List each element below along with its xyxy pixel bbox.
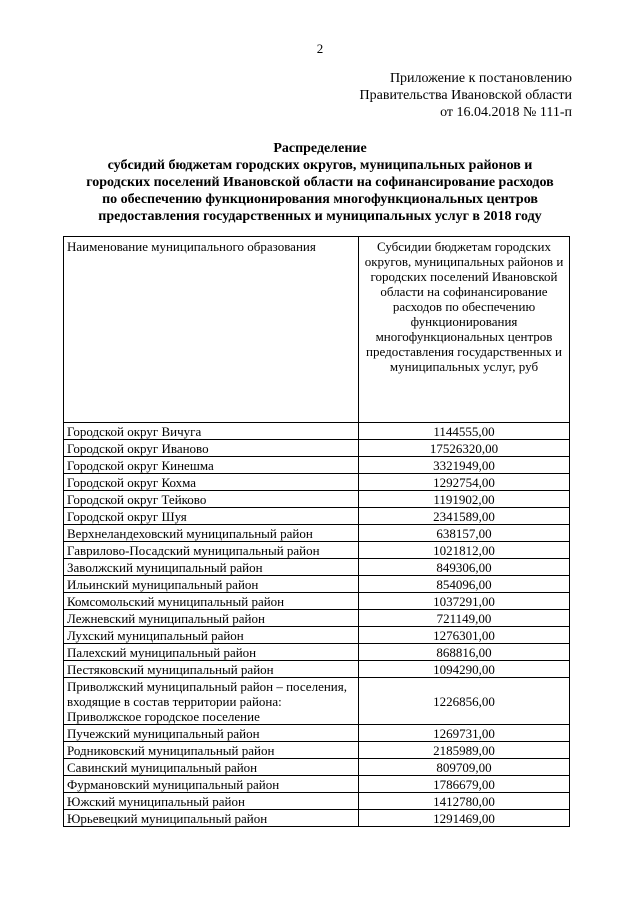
- table-row: [64, 474, 570, 491]
- municipality-name: Ильинский муниципальный район: [64, 576, 359, 593]
- municipality-name: Городской округ Кохма: [64, 474, 359, 491]
- municipality-name: Пестяковский муниципальный район: [64, 661, 359, 678]
- table-row: [64, 610, 570, 627]
- municipality-name: Пучежский муниципальный район: [64, 725, 359, 742]
- municipality-name: Городской округ Иваново: [64, 440, 359, 457]
- page-number: 2: [316, 41, 324, 56]
- table-row: [64, 593, 570, 610]
- table-body: [64, 423, 570, 827]
- subsidy-amount: 1094290,00: [359, 661, 570, 678]
- subsidy-amount: 1786679,00: [359, 776, 570, 793]
- table-row: [64, 810, 570, 827]
- municipality-name: Южский муниципальный район: [64, 793, 359, 810]
- subsidy-amount: 1292754,00: [359, 474, 570, 491]
- table-row: [64, 559, 570, 576]
- table-row: [64, 525, 570, 542]
- title-line-3: городских поселений Ивановской области на софинансирование расходов: [86, 175, 554, 190]
- municipality-name: Родниковский муниципальный район: [64, 742, 359, 759]
- municipality-name: Комсомольский муниципальный район: [64, 593, 359, 610]
- subsidy-amount: 1276301,00: [359, 627, 570, 644]
- table-header-row: [64, 237, 570, 423]
- subsidy-amount: 849306,00: [359, 559, 570, 576]
- municipality-name: Гаврилово-Посадский муниципальный район: [64, 542, 359, 559]
- table-row: [64, 776, 570, 793]
- table-row: [64, 576, 570, 593]
- subsidy-amount: 2185989,00: [359, 742, 570, 759]
- table-row: [64, 759, 570, 776]
- municipality-name: Лухский муниципальный район: [64, 627, 359, 644]
- header-subsidy-amount: Субсидии бюджетам городских округов, муниципальных районов и городских поселений Ивановской области на софинансирование расходов по обеспечению функционирования многофункциональных центров предоставления государственных и муниципальных услуг, руб: [359, 237, 570, 423]
- municipality-name: Савинский муниципальный район: [64, 759, 359, 776]
- title-line-5: предоставления государственных и муниципальных услуг в 2018 году: [98, 209, 542, 224]
- municipality-name: Юрьевецкий муниципальный район: [64, 810, 359, 827]
- subsidy-amount: 1191902,00: [359, 491, 570, 508]
- municipality-name: Приволжский муниципальный район – поселения, входящие в состав территории района: Приволжское городское поселение: [64, 678, 359, 725]
- subsidy-amount: 1269731,00: [359, 725, 570, 742]
- table-row: [64, 423, 570, 440]
- subsidy-amount: 1412780,00: [359, 793, 570, 810]
- title-line-4: по обеспечению функционирования многофункциональных центров: [102, 192, 538, 207]
- subsidy-amount: 17526320,00: [359, 440, 570, 457]
- subsidy-amount: 809709,00: [359, 759, 570, 776]
- appendix-line-3: от 16.04.2018 № 111-п: [440, 105, 572, 120]
- title-line-2: субсидий бюджетам городских округов, муниципальных районов и: [107, 158, 533, 173]
- appendix-note: [360, 70, 572, 121]
- table-row: [64, 725, 570, 742]
- municipality-name: Палехский муниципальный район: [64, 644, 359, 661]
- table-row: [64, 742, 570, 759]
- table-row: [64, 440, 570, 457]
- subsidy-amount: 1291469,00: [359, 810, 570, 827]
- municipality-name: Городской округ Тейково: [64, 491, 359, 508]
- table-row: [64, 508, 570, 525]
- subsidy-amount: 1144555,00: [359, 423, 570, 440]
- municipality-name: Лежневский муниципальный район: [64, 610, 359, 627]
- subsidy-table: [63, 236, 570, 827]
- table-row: [64, 644, 570, 661]
- subsidy-amount: 1037291,00: [359, 593, 570, 610]
- table-row: [64, 491, 570, 508]
- subsidy-amount: 2341589,00: [359, 508, 570, 525]
- table-row: [64, 457, 570, 474]
- municipality-name: Верхнеландеховский муниципальный район: [64, 525, 359, 542]
- table-row: [64, 542, 570, 559]
- subsidy-amount: 3321949,00: [359, 457, 570, 474]
- document-title: [40, 140, 600, 225]
- municipality-name: Фурмановский муниципальный район: [64, 776, 359, 793]
- title-line-1: Распределение: [273, 141, 367, 156]
- table-row: [64, 793, 570, 810]
- appendix-line-1: Приложение к постановлению: [389, 71, 572, 86]
- table-row: [64, 661, 570, 678]
- subsidy-amount: 1226856,00: [359, 678, 570, 725]
- municipality-name: Городской округ Вичуга: [64, 423, 359, 440]
- table-row: [64, 678, 570, 725]
- subsidy-amount: 638157,00: [359, 525, 570, 542]
- subsidy-amount: 721149,00: [359, 610, 570, 627]
- municipality-name: Городской округ Шуя: [64, 508, 359, 525]
- header-municipality: Наименование муниципального образования: [64, 237, 359, 423]
- appendix-line-2: Правительства Ивановской области: [359, 88, 572, 103]
- municipality-name: Городской округ Кинешма: [64, 457, 359, 474]
- subsidy-amount: 868816,00: [359, 644, 570, 661]
- subsidy-amount: 1021812,00: [359, 542, 570, 559]
- table-row: [64, 627, 570, 644]
- municipality-name: Заволжский муниципальный район: [64, 559, 359, 576]
- subsidy-amount: 854096,00: [359, 576, 570, 593]
